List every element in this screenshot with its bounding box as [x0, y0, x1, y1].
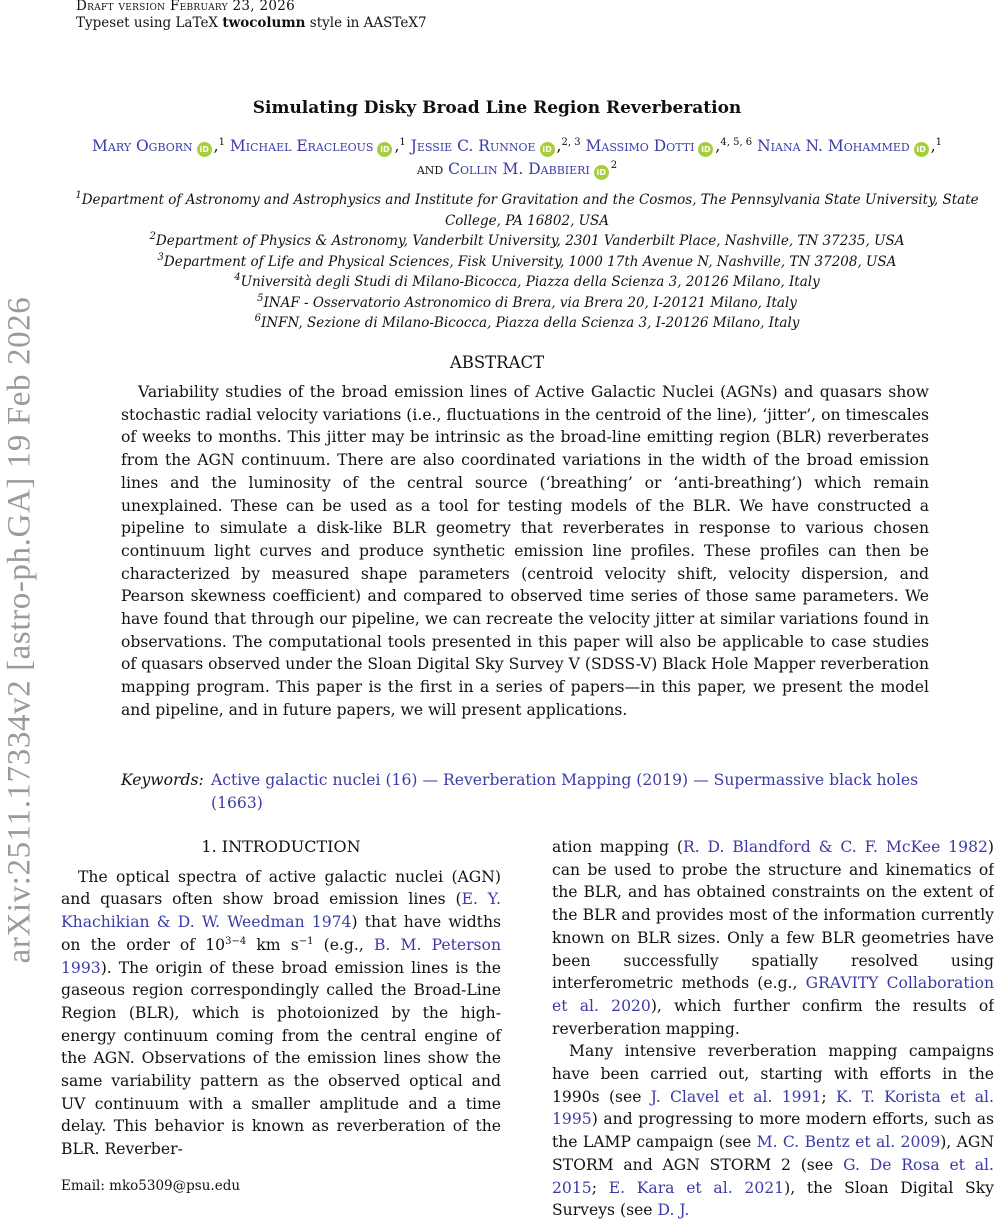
- draft-date: February 23, 2026: [169, 0, 296, 14]
- author-affiliation-mark: 2, 3: [561, 137, 581, 148]
- body-text: ) can be used to probe the structure and kinematics of the BLR, and has obtained constraints on the extent of the BLR and provides most of the information currently known on BLR sizes. Only a few BLR geometries have been successfully spatially resolved using interferometric methods (e.g.,: [552, 838, 994, 993]
- affiliation-text: INFN, Sezione di Milano-Bicocca, Piazza della Scienza 3, I-20126 Milano, Italy: [260, 315, 800, 331]
- orcid-icon[interactable]: iD: [594, 165, 609, 180]
- affiliation-number: 6: [254, 313, 261, 324]
- affiliation-item: [60, 190, 994, 231]
- affiliation-number: 2: [149, 231, 156, 242]
- section-heading-introduction: 1. INTRODUCTION: [201, 837, 361, 856]
- draft-version-line: [76, 0, 295, 14]
- affiliation-item: [60, 313, 994, 334]
- author-link[interactable]: Jessie C. Runnoe: [410, 137, 536, 155]
- intro-paragraph: [552, 1040, 994, 1222]
- paper-title: Simulating Disky Broad Line Region Reverberation: [252, 98, 742, 118]
- body-text: ), AGN STORM and AGN STORM 2 (see: [552, 1133, 994, 1174]
- citation-link[interactable]: D. J.: [657, 1201, 690, 1220]
- citation-link[interactable]: R. D. Blandford & C. F. McKee 1982: [682, 838, 988, 856]
- author-affiliation-mark: 1: [399, 137, 406, 148]
- author-link[interactable]: Collin M. Dabbieri: [448, 160, 590, 178]
- orcid-icon[interactable]: iD: [698, 142, 713, 157]
- keyword-separator: —: [688, 771, 714, 789]
- affiliation-item: [60, 293, 994, 314]
- citation-link[interactable]: G. De Rosa et al. 2015: [552, 1155, 994, 1197]
- body-text: (e.g.,: [313, 935, 374, 954]
- affiliation-text: Università degli Studi di Milano-Bicocca, Piazza della Scienza 3, 20126 Milano, Italy: [240, 274, 820, 290]
- typeset-suffix: style in AASTeX7: [305, 15, 427, 31]
- citation-link[interactable]: K. T. Korista et al. 1995: [552, 1087, 994, 1129]
- citation-link[interactable]: J. Clavel et al. 1991: [650, 1087, 822, 1106]
- body-text: ). The origin of these broad emission lines is the gaseous region correspondingly called the Broad-Line Region (BLR), which is photoionized by the high-energy continuum coming from the central engine of the AGN. Observations of the emission lines show the same variability pattern as the observed optical and UV continuum with a smaller amplitude and a time delay. This behavior is known as reverberation of the BLR. Reverber-: [61, 958, 501, 1159]
- body-text: ), which further confirm the results of reverberation mapping.: [552, 996, 994, 1038]
- affiliation-text: Department of Physics & Astronomy, Vanderbilt University, 2301 Vanderbilt Place, Nashville, TN 37235, USA: [155, 233, 905, 249]
- author-affiliation-mark: 2: [610, 160, 618, 171]
- keywords-label: Keywords:: [121, 771, 204, 789]
- orcid-icon[interactable]: iD: [377, 142, 392, 157]
- abstract-heading: ABSTRACT: [449, 353, 545, 372]
- body-text: The optical spectra of active galactic nuclei (AGN) and quasars often show broad emission lines (: [61, 867, 501, 909]
- affiliation-number: 3: [157, 251, 164, 263]
- body-text: ) and progressing to more modern efforts, such as the LAMP campaign (see: [552, 1110, 994, 1152]
- affiliation-number: 4: [234, 272, 241, 283]
- orcid-icon[interactable]: iD: [197, 142, 212, 157]
- body-text: ), the Sloan Digital Sky Surveys (see: [552, 1178, 994, 1220]
- author-link[interactable]: Massimo Dotti: [585, 137, 695, 155]
- arxiv-id: arXiv:2511.17334v2 [astro-ph.GA] 19 Feb 2026: [1, 296, 38, 964]
- citation-link[interactable]: B. M. Peterson 1993: [61, 935, 501, 977]
- citation-link[interactable]: E. Y. Khachikian & D. W. Weedman 1974: [61, 890, 501, 932]
- affiliation-text: Department of Life and Physical Sciences, Fisk University, 1000 17th Avenue N, Nashville, TN 37208, USA: [163, 253, 897, 270]
- author-link[interactable]: Michael Eracleous: [229, 137, 374, 155]
- abstract-text: Variability studies of the broad emission lines of Active Galactic Nuclei (AGNs) and quasars show stochastic radial velocity variations (i.e., fluctuations in the centroid of the line), ‘jitter’, on timescales of weeks to months. This jitter may be intrinsic as the broad-line emitting region (BLR) reverberates from the AGN continuum. There are also coordinated variations in the width of the broad emission lines and the luminosity of the central source (‘breathing’ or ‘anti-breathing’) which remain unexplained. These can be used as a tool for testing models of the BLR. We have constructed a pipeline to simulate a disk-like BLR geometry that reverberates in response to various chosen continuum light curves and produce synthetic emission line profiles. These profiles can then be characterized by measured shape parameters (centroid velocity shift, velocity dispersion, and Pearson skewness coefficient) and compared to observed time series of those same parameters. We have found that through our pipeline, we can recreate the velocity jitter at similar variations found in observations. The computational tools presented in this paper will also be applicable to case studies of quasars observed under the Sloan Digital Sky Survey V (SDSS-V) Black Hole Mapper reverberation mapping program. This paper is the first in a series of papers—in this paper, we present the model and pipeline, and in future papers, we will present applications.: [121, 383, 929, 719]
- author-link[interactable]: Niana N. Mohammed: [757, 137, 910, 155]
- author-link[interactable]: Mary Ogborn: [92, 137, 193, 155]
- style-name: twocolumn: [222, 15, 306, 31]
- intro-paragraph-continued: [552, 836, 994, 1040]
- citation-link[interactable]: M. C. Bentz et al. 2009: [756, 1133, 941, 1152]
- affiliation-item: [60, 231, 994, 252]
- author-list: Mary Ogborn iD ,$^1$ Michael Eracleous iD ,$^1$ Jessie C. Runnoe iD ,$^{2, 3}$ Massimo Dotti iD ,$^{4, 5, 6}$ Niana N. Mohammed iD ,$^1$ and Collin M. Dabbieri $iD^2$: [92, 137, 942, 178]
- affiliation-item: [60, 272, 994, 293]
- body-text: ation mapping (: [552, 838, 683, 856]
- body-text: ;: [821, 1087, 836, 1106]
- body-text: Many intensive reverberation mapping campaigns have been carried out, starting with efforts in the 1990s (see: [552, 1042, 994, 1106]
- exponent: −1: [298, 935, 314, 947]
- draft-prefix: Draft version: [76, 0, 170, 14]
- intro-paragraph: [61, 866, 501, 1161]
- orcid-icon[interactable]: iD: [914, 142, 929, 157]
- authors-and: and: [416, 160, 444, 178]
- body-text: ) that have widths on the order of 10: [61, 913, 501, 954]
- typeset-prefix: Typeset using: [76, 15, 176, 31]
- affiliation-text: INAF - Osservatorio Astronomico di Brera, via Brera 20, I-20121 Milano, Italy: [263, 294, 797, 311]
- affiliation-number: 5: [257, 292, 264, 304]
- right-column: [552, 836, 994, 1222]
- keyword-separator: —: [417, 771, 443, 789]
- affiliation-number: 1: [75, 190, 82, 201]
- citation-link[interactable]: E. Kara et al. 2021: [608, 1178, 785, 1197]
- affiliation-text: Department of Astronomy and Astrophysics and Institute for Gravitation and the Cosmos, The Pennsylvania State University, State College, PA 16802, USA: [81, 192, 979, 229]
- keyword-link[interactable]: Active galactic nuclei (16): [211, 771, 418, 789]
- latex-logo: LaTeX: [175, 15, 219, 31]
- orcid-icon[interactable]: iD: [540, 142, 555, 157]
- author-affiliation-mark: 1: [218, 137, 225, 148]
- keywords-list: [211, 769, 929, 814]
- affiliation-list: [60, 190, 994, 334]
- typeset-line: [76, 15, 427, 31]
- author-affiliation-mark: 1: [935, 137, 942, 148]
- body-text: ;: [591, 1178, 609, 1197]
- citation-link[interactable]: GRAVITY Collaboration et al. 2020: [552, 974, 994, 1015]
- author-affiliation-mark: 4, 5, 6: [720, 137, 753, 148]
- keyword-link[interactable]: Reverberation Mapping (2019): [443, 771, 689, 789]
- affiliation-item: [60, 252, 994, 273]
- body-text: km s: [246, 935, 299, 954]
- left-column: [61, 836, 501, 1161]
- corresponding-email: Email: mko5309@psu.edu: [61, 1178, 241, 1194]
- exponent: 3−4: [225, 935, 247, 947]
- keyword-link[interactable]: Supermassive black holes (1663): [211, 771, 919, 812]
